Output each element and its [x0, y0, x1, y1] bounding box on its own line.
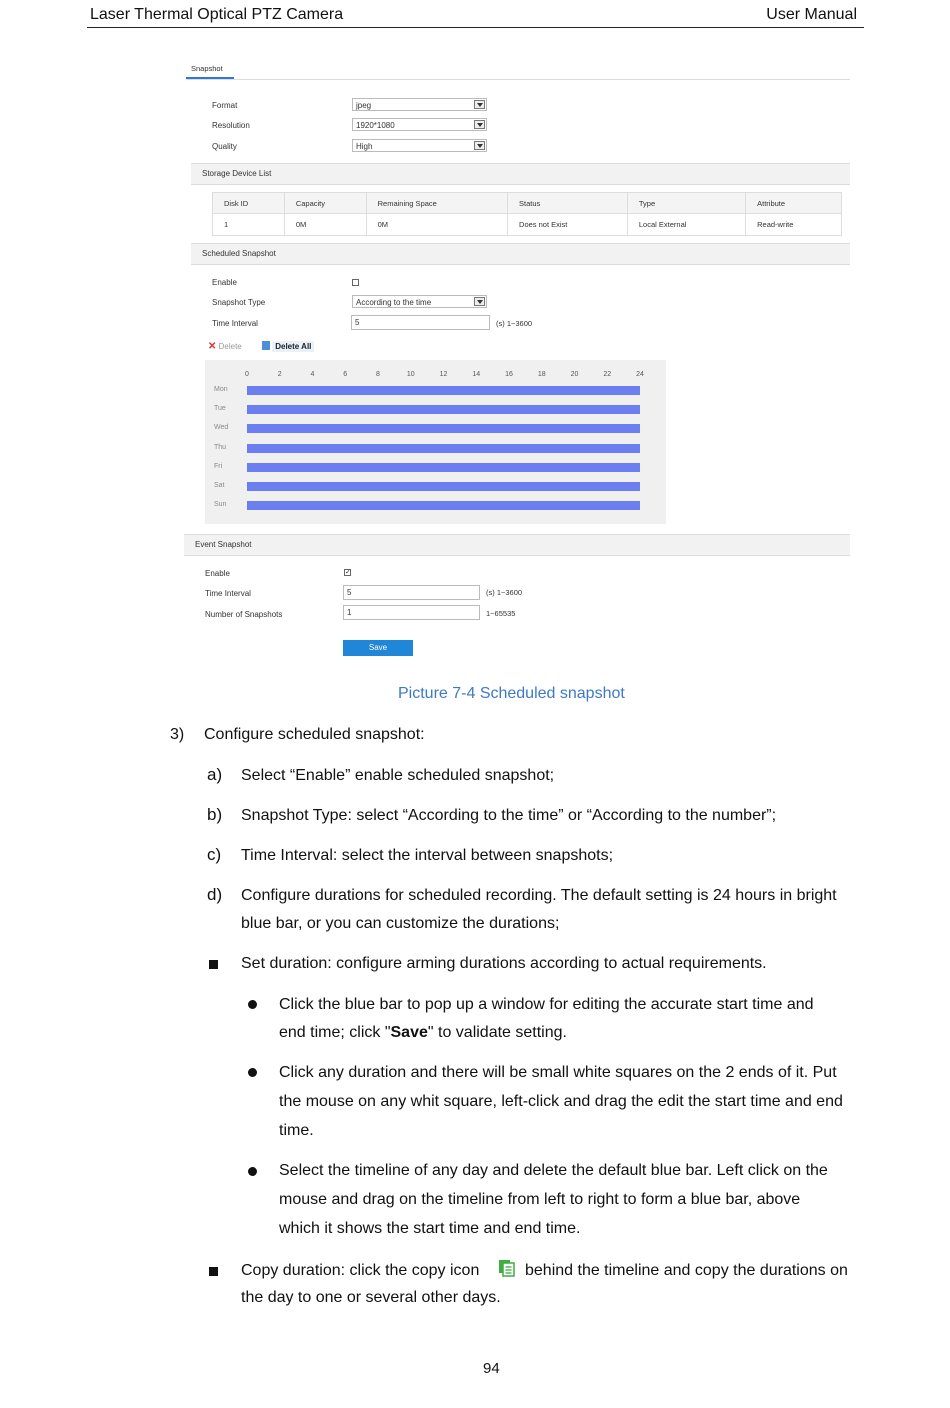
delete-button[interactable]	[208, 341, 242, 352]
bullet-2-line1: Click any duration and there will be small white squares on the 2 ends of it. Put	[279, 1064, 837, 1081]
check-icon: ✓	[345, 569, 351, 576]
format-label: Format	[212, 101, 238, 110]
format-select[interactable]	[352, 98, 487, 111]
event-interval-hint: (s) 1~3600	[486, 588, 523, 597]
scheduled-enable-label: Enable	[212, 278, 237, 287]
bullet-1-line1: Click the blue bar to pop up a window for editing the accurate start time and	[279, 996, 814, 1013]
resolution-label: Resolution	[212, 121, 250, 130]
item-marker-d: d)	[207, 885, 223, 904]
item-marker-b: b)	[207, 805, 223, 824]
close-icon: ✕	[208, 341, 217, 352]
hour-label: 4	[310, 371, 315, 378]
copy-duration-line2: the day to one or several other days.	[241, 1289, 501, 1306]
hour-label: 8	[376, 371, 380, 378]
storage-section-title: Storage Device List	[191, 163, 850, 185]
hour-label: 22	[603, 371, 612, 378]
col-disk-id: Disk ID	[213, 193, 285, 214]
delete-all-label: Delete All	[272, 341, 314, 352]
tab-snapshot[interactable]: Snapshot	[191, 64, 223, 73]
quality-select[interactable]	[352, 139, 487, 152]
hour-label: 24	[636, 371, 644, 378]
bullet-1-line2: end time; click "Save" to validate setting.	[279, 1024, 567, 1041]
delete-all-button[interactable]	[262, 341, 314, 351]
scheduled-enable-checkbox[interactable]	[352, 279, 359, 286]
chevron-down-icon	[474, 141, 485, 150]
snapshot-screenshot	[0, 0, 950, 670]
day-label: Thu	[214, 443, 227, 451]
day-label: Tue	[214, 405, 226, 413]
figure-caption: Picture 7-4 Scheduled snapshot	[398, 685, 625, 702]
col-attribute: Attribute	[746, 193, 842, 214]
event-section-title: Event Snapshot	[184, 534, 850, 556]
day-label: Mon	[214, 386, 228, 393]
duration-bar[interactable]	[247, 424, 640, 433]
chevron-down-icon	[474, 100, 485, 109]
bullet-3-line2: mouse and drag on the timeline from left to right to form a blue bar, above	[279, 1191, 801, 1208]
scheduled-interval-label: Time Interval	[212, 319, 258, 328]
step-text: Configure scheduled snapshot:	[204, 726, 425, 743]
item-text-a: Select “Enable” enable scheduled snapshot;	[241, 767, 555, 784]
hour-label: 14	[472, 371, 481, 378]
col-capacity: Capacity	[284, 193, 366, 214]
event-enable-checkbox[interactable]	[344, 569, 351, 576]
copy-duration-pre: Copy duration: click the copy icon	[241, 1262, 480, 1279]
quality-label: Quality	[212, 142, 237, 151]
cell-type: Local External	[627, 214, 745, 236]
duration-bar[interactable]	[247, 405, 640, 414]
day-label: Sat	[214, 482, 225, 489]
chevron-down-icon	[474, 120, 485, 129]
set-duration-text: Set duration: configure arming durations according to actual requirements.	[241, 955, 767, 972]
copy-icon	[498, 1259, 516, 1277]
cell-disk-id: 1	[213, 214, 285, 236]
hour-label: 12	[439, 371, 448, 378]
day-label: Fri	[214, 462, 223, 470]
snapshot-count-label: Number of Snapshots	[205, 610, 283, 619]
item-text-b: Snapshot Type: select “According to the time” or “According to the number”;	[241, 807, 777, 824]
scheduled-interval-hint: (s) 1~3600	[496, 319, 533, 328]
item-text-c: Time Interval: select the interval between snapshots;	[241, 847, 614, 864]
trash-icon	[262, 341, 270, 350]
bullet-3-line3: which it shows the start time and end time.	[279, 1220, 581, 1237]
hour-label: 16	[505, 371, 513, 378]
bullet-3-line1: Select the timeline of any day and delete the default blue bar. Left click on the	[279, 1162, 828, 1179]
hour-label: 6	[343, 371, 348, 378]
event-enable-label: Enable	[205, 569, 230, 578]
event-interval-label: Time Interval	[205, 589, 251, 598]
day-label: Sun	[214, 501, 227, 509]
duration-bar[interactable]	[247, 463, 640, 472]
hour-label: 20	[570, 371, 579, 378]
item-text-d-line1: Configure durations for scheduled recording. The default setting is 24 hours in bright	[241, 887, 837, 904]
round-bullet-icon	[248, 1068, 257, 1077]
snapshot-type-select[interactable]	[352, 295, 487, 308]
hour-label: 10	[406, 371, 415, 378]
round-bullet-icon	[248, 1167, 257, 1176]
hour-label: 2	[277, 371, 282, 378]
chevron-down-icon	[474, 297, 485, 306]
step-number: 3)	[170, 726, 185, 743]
format-value: jpeg	[356, 101, 372, 110]
event-interval-input[interactable]: 5	[343, 585, 480, 600]
cell-remaining-space: 0M	[366, 214, 507, 236]
save-button[interactable]: Save	[343, 640, 413, 656]
snapshot-count-hint: 1~65535	[486, 609, 516, 618]
day-label: Wed	[214, 424, 229, 432]
item-text-d-line2: blue bar, or you can customize the durations;	[241, 915, 560, 932]
square-bullet-icon	[209, 960, 218, 969]
delete-label: Delete	[218, 342, 242, 351]
schedule-timeline[interactable]	[205, 360, 666, 524]
tab-divider	[186, 79, 850, 80]
snapshot-type-value: According to the time	[356, 298, 432, 307]
cell-capacity: 0M	[284, 214, 366, 236]
storage-table	[212, 192, 842, 236]
cell-status: Does not Exist	[508, 214, 628, 236]
col-status: Status	[508, 193, 628, 214]
table-header-row	[213, 193, 842, 214]
page-number: 94	[483, 1360, 500, 1377]
header-title: Laser Thermal Optical PTZ Camera	[90, 6, 344, 23]
bullet-2-line3: time.	[279, 1122, 314, 1139]
duration-bar[interactable]	[247, 482, 640, 491]
square-bullet-icon	[209, 1267, 218, 1276]
duration-bar[interactable]	[247, 386, 640, 395]
bullet-2-line2: the mouse on any whit square, left-click and drag the edit the start time and end	[279, 1093, 843, 1110]
col-remaining-space: Remaining Space	[366, 193, 507, 214]
resolution-select[interactable]	[352, 118, 487, 131]
snapshot-type-label: Snapshot Type	[212, 298, 266, 307]
table-row[interactable]	[213, 214, 842, 236]
item-marker-c: c)	[207, 845, 222, 864]
header-manual: User Manual	[766, 6, 857, 23]
hour-label: 18	[537, 371, 546, 378]
quality-value: High	[356, 142, 373, 151]
scheduled-interval-input[interactable]: 5	[351, 315, 490, 330]
item-marker-a: a)	[207, 765, 223, 784]
duration-bar[interactable]	[247, 444, 640, 453]
duration-bar[interactable]	[247, 501, 640, 510]
hour-label: 0	[245, 371, 249, 378]
col-type: Type	[627, 193, 745, 214]
copy-duration-post: behind the timeline and copy the durations on	[525, 1262, 848, 1279]
cell-attribute: Read-write	[746, 214, 842, 236]
scheduled-section-title: Scheduled Snapshot	[191, 243, 850, 265]
snapshot-count-input[interactable]: 1	[343, 605, 480, 620]
round-bullet-icon	[248, 1000, 257, 1009]
resolution-value: 1920*1080	[356, 121, 395, 130]
